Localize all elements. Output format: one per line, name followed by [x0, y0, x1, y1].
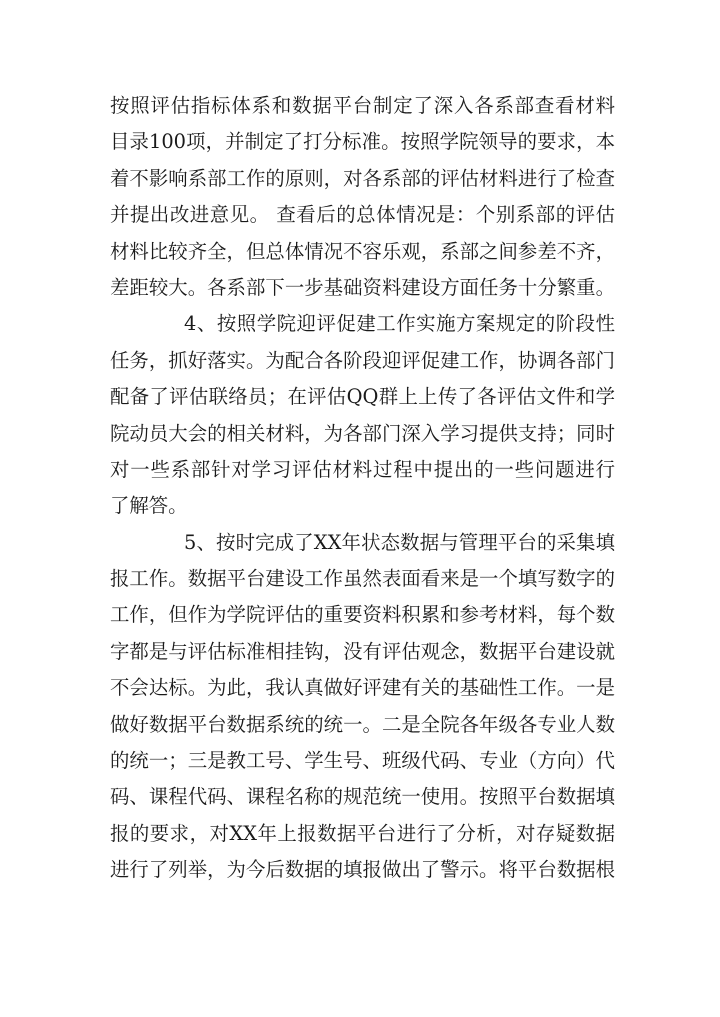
text-line: 5、按时完成了XX年状态数据与管理平台的采集填 [184, 530, 615, 554]
text-line: 工作，但作为学院评估的重要资料积累和参考材料，每个数 [110, 603, 615, 627]
text-line: 做好数据平台数据系统的统一。二是全院各年级各专业人数 [110, 712, 615, 736]
text-line: 配备了评估联络员；在评估QQ群上上传了各评估文件和学 [110, 385, 615, 409]
text-line: 任务，抓好落实。为配合各阶段迎评促建工作，协调各部门 [110, 348, 615, 372]
text-line: 材料比较齐全，但总体情况不容乐观，系部之间参差不齐， [110, 239, 615, 263]
paragraph-2 [110, 306, 615, 524]
document-body [110, 88, 615, 889]
text-line: 的统一；三是教工号、学生号、班级代码、专业（方向）代 [110, 749, 615, 773]
text-line: 进行了列举，为今后数据的填报做出了警示。将平台数据根 [110, 858, 615, 882]
text-line: 目录100项，并制定了打分标准。按照学院领导的要求，本 [110, 130, 615, 154]
text-line: 码、课程代码、课程名称的规范统一使用。按照平台数据填 [110, 785, 615, 809]
text-line: 并提出改进意见。 查看后的总体情况是：个别系部的评估 [110, 203, 615, 227]
text-line: 按照评估指标体系和数据平台制定了深入各系部查看材料 [110, 94, 615, 117]
paragraph-1 [110, 88, 615, 306]
text-line: 院动员大会的相关材料，为各部门深入学习提供支持；同时 [110, 421, 615, 445]
text-line: 字都是与评估标准相挂钩，没有评估观念，数据平台建设就 [110, 639, 615, 663]
text-line: 报的要求，对XX年上报数据平台进行了分析，对存疑数据 [110, 821, 615, 845]
text-line: 差距较大。各系部下一步基础资料建设方面任务十分繁重。 [110, 275, 615, 299]
text-line: 不会达标。为此，我认真做好评建有关的基础性工作。一是 [110, 676, 615, 700]
text-line: 着不影响系部工作的原则，对各系部的评估材料进行了检查 [110, 166, 615, 190]
text-line: 报工作。数据平台建设工作虽然表面看来是一个填写数字的 [110, 567, 615, 591]
text-line: 对一些系部针对学习评估材料过程中提出的一些问题进行 [110, 457, 615, 481]
paragraph-3 [110, 525, 615, 889]
text-line: 了解答。 [110, 494, 188, 518]
text-line: 4、按照学院迎评促建工作实施方案规定的阶段性 [184, 312, 615, 336]
